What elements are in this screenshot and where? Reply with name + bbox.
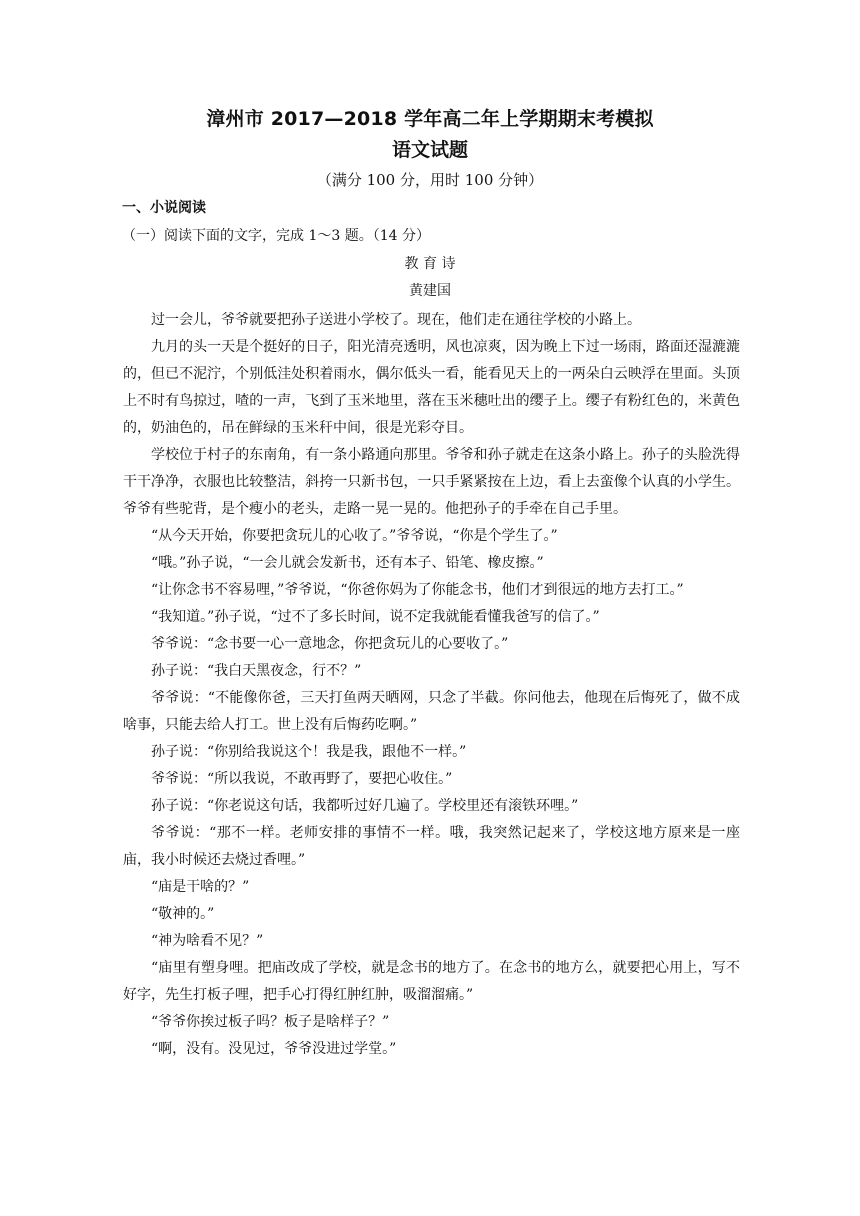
story-paragraph: “爷爷你挨过板子吗？板子是啥样子？” bbox=[151, 1014, 390, 1030]
story-paragraph: “庙是干啥的？” bbox=[151, 879, 250, 895]
story-paragraph: 爷爷说：“不能像你爸，三天打鱼两天晒网，只念了半截。你问他去，他现在后悔死了，做不成啥事，只能去给人打工。世上没有后悔药吃啊。” bbox=[123, 690, 740, 733]
exam-title: 漳州市 2017—2018 学年高二年上学期期末考模拟 bbox=[206, 108, 654, 130]
story-paragraph: 九月的头一天是个挺好的日子，阳光清亮透明，风也凉爽，因为晚上下过一场雨，路面还湿漉漉的，但已不泥泞，个别低洼处积着雨水，偶尔低头一看，能看见天上的一两朵白云映浮在里面。头顶上不时有鸟掠过，喳的一声，飞到了玉米地里，落在玉米穗吐出的缨子上。缨子有粉红色的，米黄色的，奶油色的，吊在鲜绿的玉米秆中间，很是光彩夺目。 bbox=[123, 339, 740, 436]
story-paragraph: “庙里有塑身哩。把庙改成了学校，就是念书的地方了。在念书的地方么，就要把心用上，写不好字，先生打板子哩，把手心打得红肿红肿，吸溜溜痛。” bbox=[123, 960, 740, 1003]
exam-subject-title: 语文试题 bbox=[391, 139, 468, 161]
story-paragraph: 孙子说：“我白天黑夜念，行不？” bbox=[151, 663, 362, 679]
story-paragraph: 孙子说：“你别给我说这个！我是我，跟他不一样。” bbox=[151, 744, 467, 760]
story-title: 教 育 诗 bbox=[404, 256, 456, 272]
question-instruction: （一）阅读下面的文字，完成 1～3 题。（14 分） bbox=[122, 228, 430, 244]
story-paragraph: 爷爷说：“那不一样。老师安排的事情不一样。哦，我突然记起来了，学校这地方原来是一座庙，我小时候还去烧过香哩。” bbox=[123, 825, 740, 868]
story-body bbox=[123, 307, 740, 1063]
story-paragraph: 爷爷说：“所以我说，不敢再野了，要把心收住。” bbox=[151, 771, 453, 787]
story-paragraph: 孙子说：“你老说这句话，我都听过好几遍了。学校里还有滚铁环哩。” bbox=[151, 798, 579, 814]
story-paragraph: 过一会儿，爷爷就要把孙子送进小学校了。现在，他们走在通往学校的小路上。 bbox=[151, 312, 641, 328]
story-paragraph: “哦。”孙子说，“一会儿就会发新书，还有本子、铅笔、橡皮擦。” bbox=[151, 555, 544, 571]
section-heading: 一、小说阅读 bbox=[122, 200, 206, 216]
story-paragraph: 学校位于村子的东南角，有一条小路通向那里。爷爷和孙子就走在这条小路上。孙子的头脸洗得干干净净，衣服也比较整洁，斜挎一只新书包，一只手紧紧按在上边，看上去蛮像个认真的小学生。爷爷有些驼背，是个瘦小的老头，走路一晃一晃的。他把孙子的手牵在自己手里。 bbox=[123, 447, 740, 517]
story-paragraph: “我知道。”孙子说，“过不了多长时间，说不定我就能看懂我爸写的信了。” bbox=[151, 609, 600, 625]
story-author: 黄建国 bbox=[409, 283, 451, 299]
story-paragraph: “敬神的。” bbox=[151, 906, 215, 922]
exam-score-time: （满分 100 分，用时 100 分钟） bbox=[316, 171, 544, 189]
story-paragraph: “神为啥看不见？” bbox=[151, 933, 264, 949]
story-paragraph: “啊，没有。没见过，爷爷没进过学堂。” bbox=[151, 1041, 397, 1057]
story-paragraph: “从今天开始，你要把贪玩儿的心收了。”爷爷说，“你是个学生了。” bbox=[151, 528, 558, 544]
story-paragraph: “让你念书不容易哩，”爷爷说，“你爸你妈为了你能念书，他们才到很远的地方去打工。” bbox=[151, 582, 684, 598]
story-paragraph: 爷爷说：“念书要一心一意地念，你把贪玩儿的心要收了。” bbox=[151, 636, 509, 652]
